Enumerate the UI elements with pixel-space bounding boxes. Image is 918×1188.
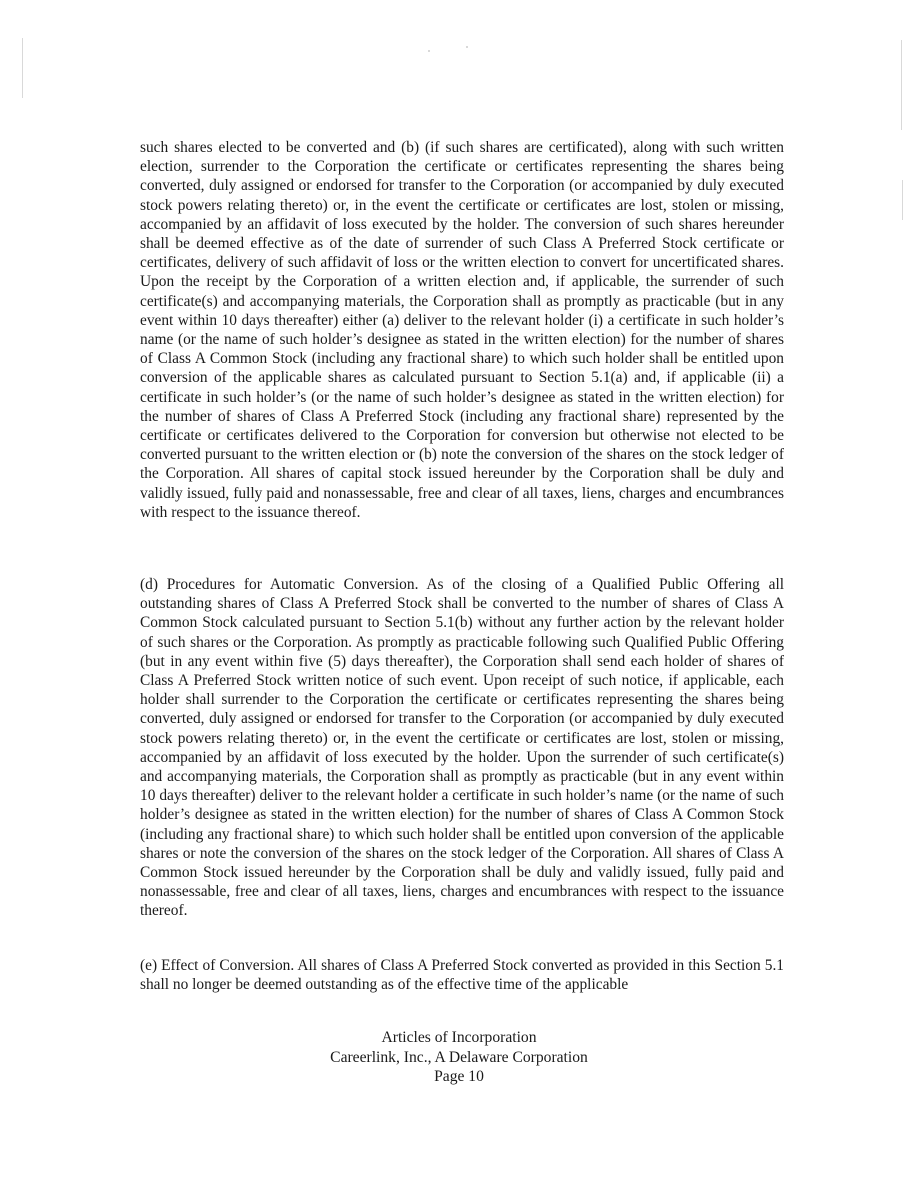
scan-artifact-right-lower bbox=[902, 180, 903, 220]
footer-document-title: Articles of Incorporation bbox=[381, 1029, 537, 1046]
paragraph-effect-of-conversion: (e) Effect of Conversion. All shares of Class A Preferred Stock converted as provided in this Section 5.1 shall no longer be deemed outstanding as of the effective time of the applicable bbox=[140, 957, 784, 994]
footer-company-name: Careerlink, Inc., A Delaware Corporation bbox=[330, 1048, 588, 1066]
page-footer bbox=[0, 1028, 918, 1087]
scan-artifact-left bbox=[22, 38, 23, 98]
scan-dot-top-2 bbox=[466, 46, 468, 48]
paragraph-conversion-procedure: such shares elected to be converted and (b) (if such shares are certificated), along with such written election, surrender to the Corporation the certificate or certificates representing the shares being converted, duly assigned or endorsed for transfer to the Corporation (or accompanied by duly executed stock powers relating thereto) or, in the event the certificate or certificates are lost, stolen or missing, accompanied by an affidavit of loss executed by the holder. The conversion of such shares hereunder shall be deemed effective as of the date of surrender of such Class A Preferred Stock certificate or certificates, delivery of such affidavit of loss or the written election to convert for uncertificated shares. Upon the receipt by the Corporation of a written election and, if applicable, the surrender of such certificate(s) and accompanying materials, the Corporation shall as promptly as practicable (but in any event within 10 days thereafter) either (a) deliver to the relevant holder (i) a certificate in such holder’s name (or the name of such holder’s designee as stated in the written election) for the number of shares of Class A Common Stock (including any fractional share) to which such holder shall be entitled upon conversion of the applicable shares as calculated pursuant to Section 5.1(a) and, if applicable (ii) a certificate in such holder’s (or the name of such holder’s designee as stated in the written election) for the number of shares of Class A Preferred Stock (including any fractional share) represented by the certificate or certificates delivered to the Corporation for conversion but otherwise not elected to be converted pursuant to the written election or (b) note the conversion of the shares on the stock ledger of the Corporation. All shares of capital stock issued hereunder by the Corporation shall be duly and validly issued, fully paid and nonassessable, free and clear of all taxes, liens, charges and encumbrances with respect to the issuance thereof. bbox=[140, 139, 784, 521]
scan-dot-top bbox=[428, 50, 430, 52]
scan-artifact-right bbox=[901, 40, 902, 130]
paragraph-automatic-conversion: (d) Procedures for Automatic Conversion. As of the closing of a Qualified Public Offering all outstanding shares of Class A Preferred Stock shall be converted to the number of shares of Class A Common Stock calculated pursuant to Section 5.1(b) without any further action by the relevant holder of such shares or the Corporation. As promptly as practicable following such Qualified Public Offering (but in any event within five (5) days thereafter), the Corporation shall send each holder of shares of Class A Preferred Stock written notice of such event. Upon receipt of such notice, if applicable, each holder shall surrender to the Corporation the certificate or certificates representing the shares being converted, duly assigned or endorsed for transfer to the Corporation (or accompanied by duly executed stock powers relating thereto) or, in the event the certificate or certificates are lost, stolen or missing, accompanied by an affidavit of loss executed by the holder. Upon the surrender of such certificate(s) and accompanying materials, the Corporation shall as promptly as practicable (but in any event within 10 days thereafter) deliver to the relevant holder a certificate in such holder’s name (or the name of such holder’s designee as stated in the written election) for the number of shares of Class A Common Stock (including any fractional share) to which such holder shall be entitled upon conversion of the applicable shares or note the conversion of the shares on the stock ledger of the Corporation. All shares of Class A Common Stock issued hereunder by the Corporation shall be duly and validly issued, fully paid and nonassessable, free and clear of all taxes, liens, charges and encumbrances with respect to the issuance thereof. bbox=[140, 576, 784, 920]
footer-page-number: Page 10 bbox=[434, 1068, 484, 1085]
